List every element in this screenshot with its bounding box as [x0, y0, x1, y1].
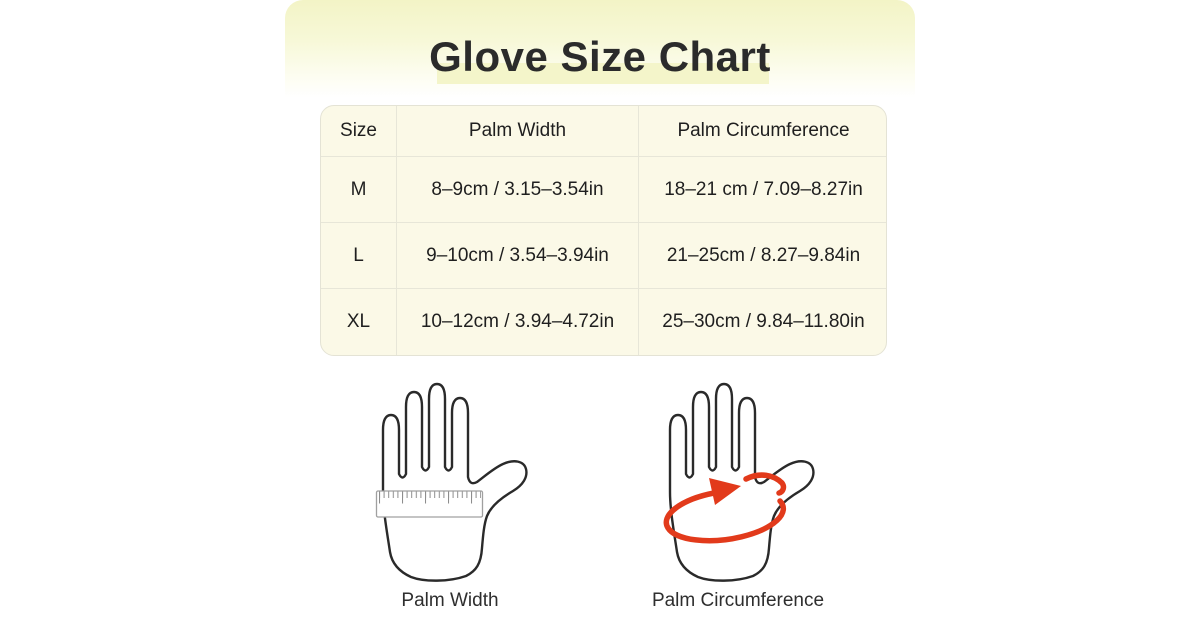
palm-width-caption: Palm Width: [401, 590, 499, 611]
palm-width-cell: 8–9cm / 3.15–3.54in: [397, 157, 639, 223]
page-title: Glove Size Chart: [429, 33, 771, 80]
palm-circumference-cell: 18–21 cm / 7.09–8.27in: [639, 157, 887, 223]
palm-circumference-caption: Palm Circumference: [651, 590, 825, 611]
col-header-size: Size: [321, 106, 397, 157]
ruler-icon: [377, 491, 483, 517]
table-row-l: [321, 223, 887, 289]
hand-outline-icon: [383, 384, 526, 581]
col-header-palm-circumference: Palm Circumference: [639, 106, 887, 157]
table-header-row: [321, 106, 887, 157]
size-cell: M: [321, 157, 397, 223]
col-header-palm-width: Palm Width: [397, 106, 639, 157]
table-row-xl: [321, 289, 887, 355]
size-table: [320, 105, 887, 356]
size-cell: L: [321, 223, 397, 289]
palm-width-cell: 10–12cm / 3.94–4.72in: [397, 289, 639, 355]
palm-width-cell: 9–10cm / 3.54–3.94in: [397, 223, 639, 289]
palm-circumference-cell: 25–30cm / 9.84–11.80in: [662, 311, 865, 332]
hand-outline-icon: [670, 384, 813, 581]
palm-width-hand-figure: [375, 380, 530, 582]
palm-circumference-cell: 21–25cm / 8.27–9.84in: [639, 223, 887, 289]
table-row-m: [321, 157, 887, 223]
size-cell: XL: [321, 289, 397, 355]
size-table-grid: [321, 106, 887, 355]
palm-circumference-hand-figure: [662, 380, 817, 582]
